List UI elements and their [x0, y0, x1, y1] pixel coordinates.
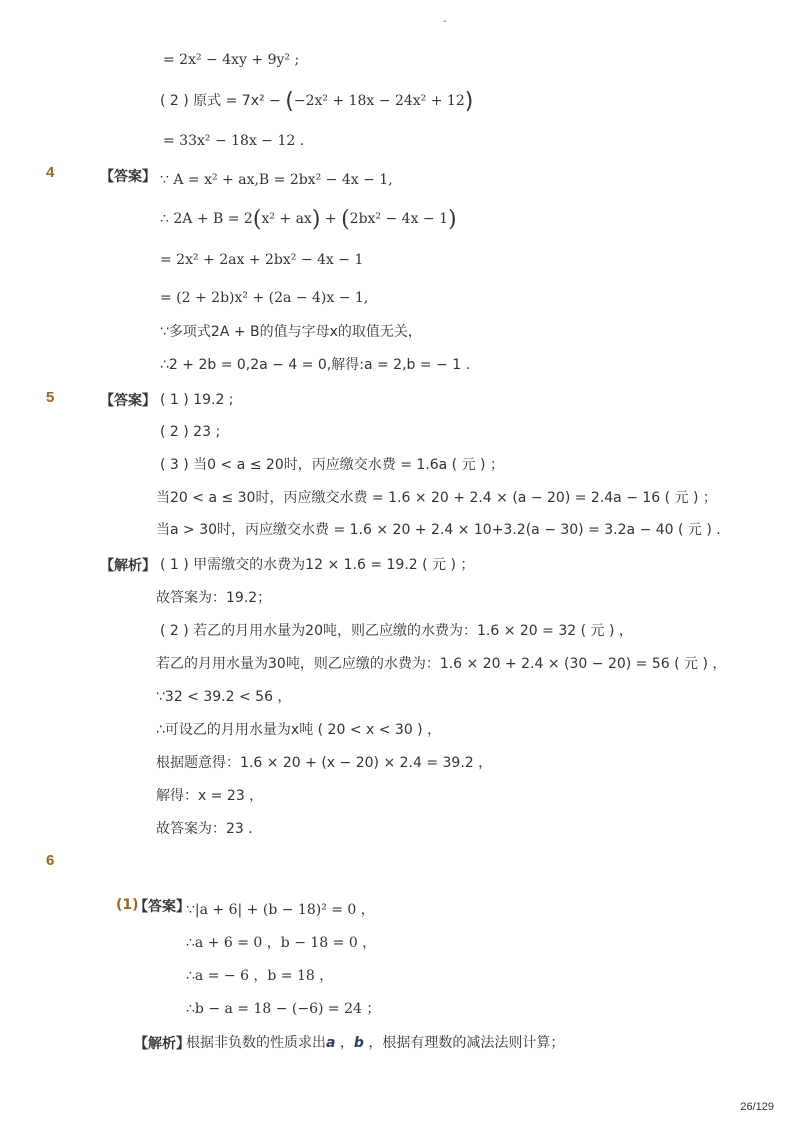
q5-analysis-7: 根据题意得：1.6 × 20 + (x − 20) × 2.4 = 39.2 ， [156, 755, 493, 771]
q4-line-4: = (2 + 2b)x² + (2a − 4)x − 1, [160, 290, 369, 306]
variable-a: a [326, 1035, 336, 1051]
paren-open: ( [252, 207, 262, 232]
q5-analysis-1: ( 1 ) 甲需缴交的水费为12 × 1.6 = 19.2 ( 元 ) ； [160, 557, 475, 573]
q4-line-2-c: + [320, 211, 342, 227]
q4-line-3: = 2x² + 2ax + 2bx² − 4x − 1 [160, 252, 364, 268]
q5-analysis-4: 若乙的月用水量为30吨，则乙应缴的水费为：1.6 × 20 + 2.4 × (30 − 20) = 56 ( 元 ) ， [156, 656, 727, 672]
analysis-tag-q6: 【解析】 [134, 1036, 190, 1052]
q5-analysis-3: ( 2 ) 若乙的月用水量为20吨，则乙应缴的水费为：1.6 × 20 = 32 ( 元 ) ， [160, 623, 633, 639]
q3-line-2 [160, 91, 473, 112]
q6-line-1: ∵|a + 6| + (b − 18)² = 0 ， [186, 902, 375, 918]
answer-tag-q6: 【答案】 [134, 899, 190, 915]
q5-answer-5: 当a > 30时，丙应缴交水费 = 1.6 × 20 + 2.4 × 10+3.2(a − 30) = 3.2a − 40 ( 元 ) . [156, 522, 721, 538]
paren-open: ( [285, 89, 294, 114]
q5-analysis-8: 解得：x = 23 ， [156, 788, 264, 804]
q4-line-2 [160, 209, 457, 230]
q5-answer-3: ( 3 ) 当0 < a ≤ 20时，丙应缴交水费 = 1.6a ( 元 ) ； [160, 457, 504, 473]
q5-answer-4: 当20 < a ≤ 30时，丙应缴交水费 = 1.6 × 20 + 2.4 × (a − 20) = 2.4a − 16 ( 元 ) ； [156, 490, 717, 506]
q6-analysis [186, 1033, 564, 1053]
paren-open: ( [341, 207, 350, 232]
answer-tag-q4: 【答案】 [100, 169, 156, 185]
q5-answer-2: ( 2 ) 23 ; [160, 424, 221, 440]
paren-close: ) [448, 207, 457, 232]
header-mark: - [443, 16, 447, 27]
paren-close: ) [464, 89, 474, 114]
q3-line-3: = 33x² − 18x − 12 . [163, 133, 305, 149]
question-number-6: 6 [46, 852, 55, 869]
q4-line-2-d: 2bx² − 4x − 1 [349, 211, 449, 227]
q5-analysis-6: ∴可设乙的月用水量为x吨 ( 20 < x < 30 ) ， [156, 722, 442, 738]
q3-line-2-label: ( 2 ) 原式 = 7x² − [160, 93, 286, 109]
q4-line-2-b: x² + ax [261, 211, 312, 227]
q5-answer-1: ( 1 ) 19.2 ; [160, 392, 234, 408]
q4-line-2-a: ∴ 2A + B = 2 [160, 211, 253, 227]
question-number-5: 5 [46, 389, 55, 406]
q6-line-4: ∴b − a = 18 − (−6) = 24 ； [186, 1001, 381, 1017]
q4-line-5: ∵多项式2A + B的值与字母x的取值无关， [160, 324, 422, 340]
page-number: 26/129 [740, 1101, 774, 1113]
variable-b: b [353, 1035, 364, 1051]
q3-line-1: = 2x² − 4xy + 9y² ; [163, 52, 300, 68]
paren-close: ) [311, 207, 321, 232]
q6-line-3: ∴a = − 6 ，b = 18 ， [186, 968, 334, 984]
q6-analysis-pre: 根据非负数的性质求出 [186, 1035, 326, 1051]
q5-analysis-9: 故答案为：23 . [156, 821, 253, 837]
analysis-tag-q5: 【解析】 [100, 558, 156, 574]
answer-tag-q5: 【答案】 [100, 393, 156, 409]
question-number-4: 4 [46, 164, 55, 181]
q5-analysis-5: ∵32 < 39.2 < 56 ， [156, 689, 292, 705]
q3-line-2-inner: −2x² + 18x − 24x² + 12 [293, 93, 465, 109]
sub-question-number: (1) [116, 897, 139, 913]
q6-line-2: ∴a + 6 = 0 ，b − 18 = 0 ， [186, 935, 377, 951]
q6-analysis-post: ，根据有理数的减法法则计算； [363, 1035, 565, 1051]
q4-line-6: ∴2 + 2b = 0,2a − 4 = 0,解得:a = 2,b = − 1 . [160, 357, 471, 373]
q4-line-1: ∵ A = x² + ax,B = 2bx² − 4x − 1, [160, 172, 393, 188]
q5-analysis-2: 故答案为：19.2； [156, 590, 272, 606]
q6-analysis-sep: ， [335, 1035, 354, 1051]
